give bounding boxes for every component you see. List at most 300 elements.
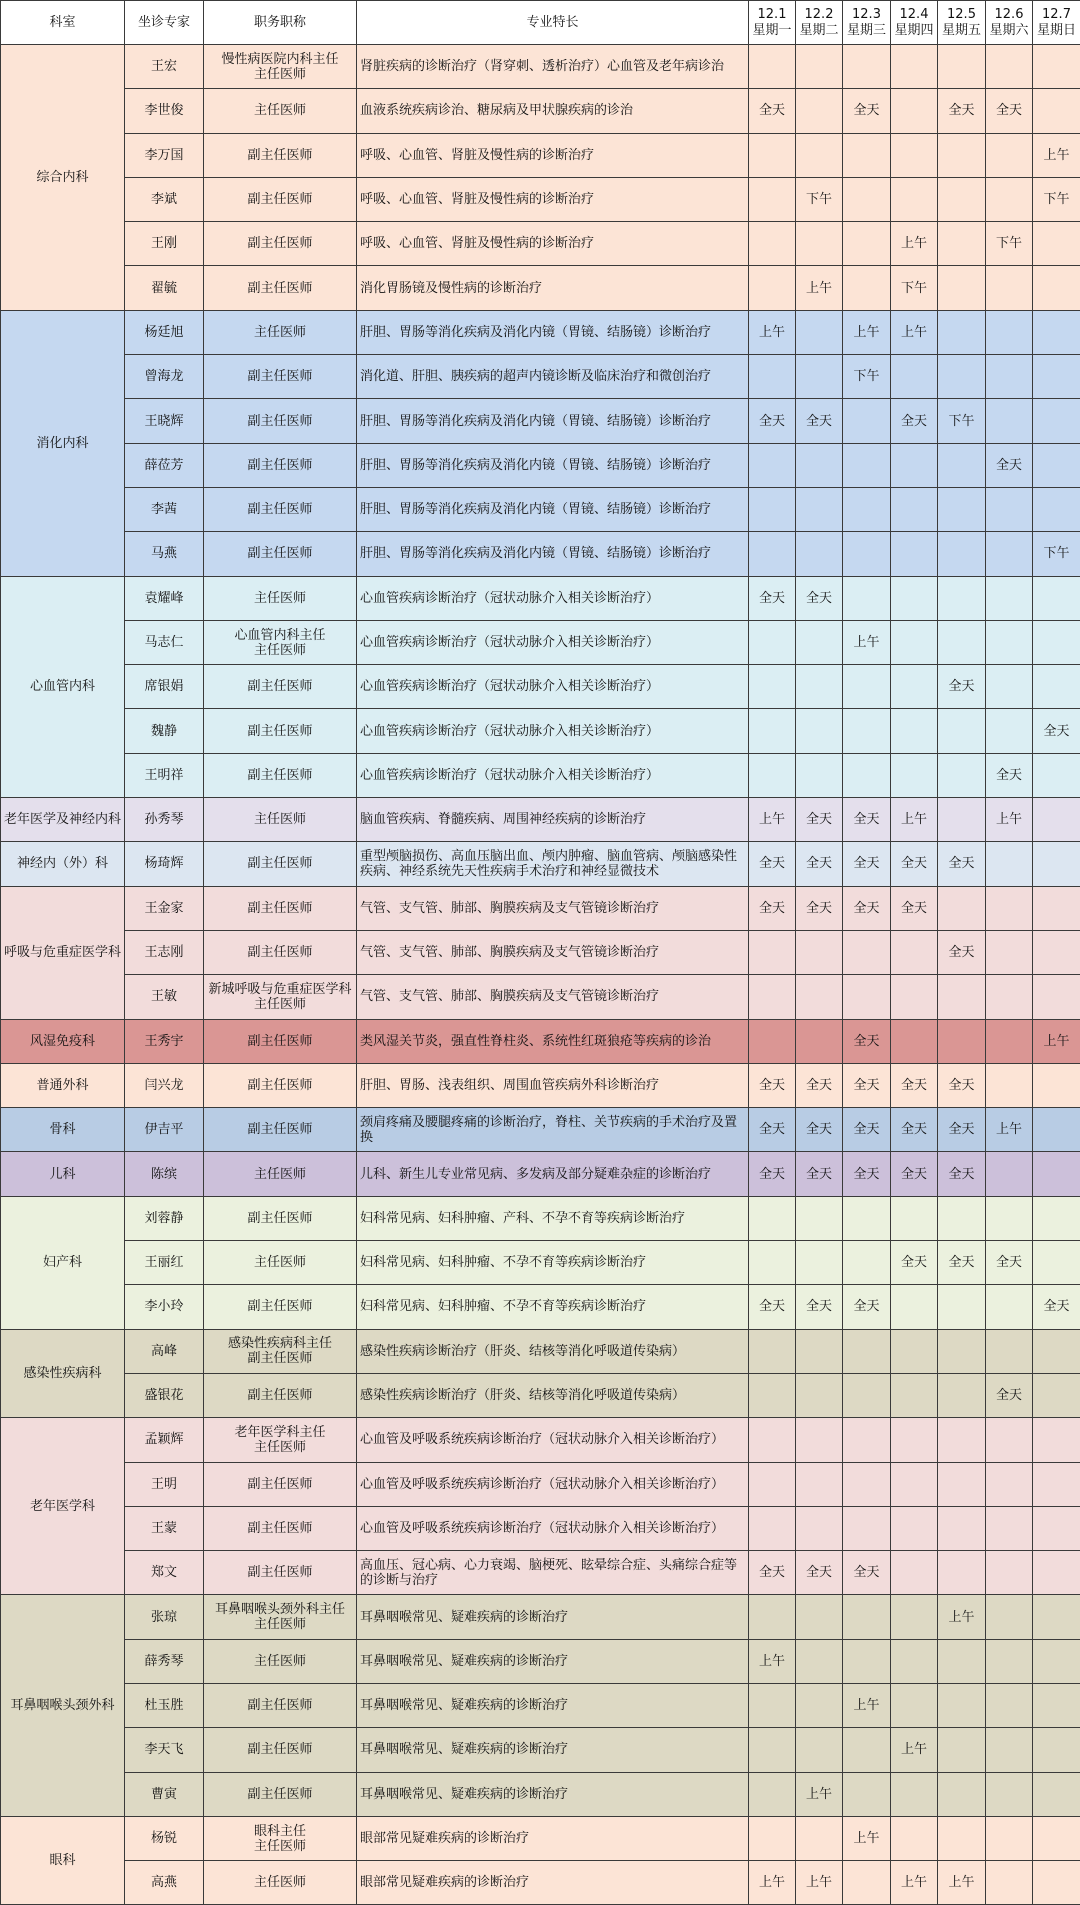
schedule-cell-day-2: 全天 [796, 1063, 843, 1107]
expert-name-cell: 王明 [125, 1462, 204, 1506]
schedule-cell-day-2 [796, 665, 843, 709]
expert-title-cell [204, 1418, 357, 1462]
expert-title-cell [204, 443, 357, 487]
schedule-cell-day-3 [843, 1418, 891, 1462]
table-row [1, 1152, 1080, 1196]
expert-title-cell [204, 886, 357, 930]
schedule-cell-day-6 [986, 399, 1033, 443]
schedule-cell-day-1 [749, 1683, 796, 1727]
title-line: 新城呼吸与危重症医学科 [208, 981, 352, 997]
schedule-cell-day-4: 上午 [891, 222, 938, 266]
day-weekday: 星期五 [941, 22, 981, 38]
table-row [1, 1108, 1080, 1152]
schedule-cell-day-3 [843, 753, 891, 797]
schedule-cell-day-2: 全天 [796, 399, 843, 443]
schedule-cell-day-3 [843, 1506, 891, 1550]
header-day-5 [938, 1, 986, 45]
specialty-cell: 感染性疾病诊断治疗（肝炎、结核等消化呼吸道传染病） [357, 1329, 749, 1373]
title-line: 副主任医师 [247, 546, 313, 562]
schedule-cell-day-5: 上午 [938, 1595, 986, 1639]
table-row [1, 266, 1080, 310]
table-row [1, 443, 1080, 487]
day-date: 12.3 [852, 6, 881, 22]
schedule-cell-day-5 [938, 753, 986, 797]
schedule-cell-day-3 [843, 399, 891, 443]
schedule-cell-day-4 [891, 576, 938, 620]
title-line: 副主任医师 [247, 679, 313, 695]
dept-name-cell: 普通外科 [1, 1063, 125, 1107]
specialty-cell: 气管、支气管、肺部、胸膜疾病及支气管镜诊断治疗 [357, 886, 749, 930]
specialty-cell: 肝胆、胃肠等消化疾病及消化内镜（胃镜、结肠镜）诊断治疗 [357, 443, 749, 487]
schedule-cell-day-6 [986, 355, 1033, 399]
expert-title-cell [204, 1152, 357, 1196]
specialty-cell: 血液系统疾病诊治、糖尿病及甲状腺疾病的诊治 [357, 89, 749, 133]
schedule-cell-day-6 [986, 310, 1033, 354]
dept-name-cell: 风湿免疫科 [1, 1019, 125, 1063]
schedule-cell-day-1 [749, 45, 796, 89]
schedule-cell-day-1 [749, 355, 796, 399]
day-date: 12.4 [899, 6, 929, 22]
header-day-7 [1033, 1, 1080, 45]
schedule-cell-day-6 [986, 842, 1033, 886]
schedule-cell-day-7 [1033, 487, 1080, 531]
expert-name-cell: 王秀宇 [125, 1019, 204, 1063]
schedule-cell-day-5 [938, 886, 986, 930]
schedule-cell-day-6 [986, 1462, 1033, 1506]
schedule-cell-day-3 [843, 177, 891, 221]
schedule-cell-day-4 [891, 532, 938, 576]
schedule-cell-day-5 [938, 45, 986, 89]
expert-name-cell: 陈缤 [125, 1152, 204, 1196]
schedule-cell-day-2 [796, 1373, 843, 1417]
expert-name-cell: 李天飞 [125, 1728, 204, 1772]
dept-name-cell: 感染性疾病科 [1, 1329, 125, 1418]
schedule-cell-day-7 [1033, 576, 1080, 620]
schedule-cell-day-6 [986, 1152, 1033, 1196]
schedule-cell-day-3 [843, 222, 891, 266]
schedule-cell-day-6 [986, 1506, 1033, 1550]
specialty-cell: 耳鼻咽喉常见、疑难疾病的诊断治疗 [357, 1595, 749, 1639]
schedule-cell-day-6 [986, 886, 1033, 930]
schedule-cell-day-6 [986, 665, 1033, 709]
schedule-cell-day-2 [796, 133, 843, 177]
specialty-cell: 耳鼻咽喉常见、疑难疾病的诊断治疗 [357, 1728, 749, 1772]
schedule-cell-day-1 [749, 1506, 796, 1550]
title-line: 副主任医师 [247, 1210, 313, 1226]
schedule-cell-day-1: 全天 [749, 1108, 796, 1152]
schedule-cell-day-6 [986, 532, 1033, 576]
schedule-cell-day-4: 下午 [891, 266, 938, 310]
schedule-cell-day-5 [938, 1462, 986, 1506]
table-row [1, 1639, 1080, 1683]
table-row [1, 1462, 1080, 1506]
schedule-cell-day-4 [891, 1772, 938, 1816]
schedule-cell-day-1: 全天 [749, 886, 796, 930]
schedule-cell-day-4 [891, 1683, 938, 1727]
header-day-4 [891, 1, 938, 45]
table-row [1, 798, 1080, 842]
title-line: 副主任医师 [247, 1476, 313, 1492]
expert-title-cell [204, 89, 357, 133]
schedule-cell-day-3 [843, 133, 891, 177]
schedule-cell-day-2: 全天 [796, 1285, 843, 1329]
title-line: 耳鼻咽喉头颈外科主任 [214, 1602, 345, 1618]
schedule-cell-day-7 [1033, 842, 1080, 886]
schedule-cell-day-6 [986, 1861, 1033, 1905]
schedule-cell-day-3: 全天 [843, 1551, 891, 1595]
schedule-cell-day-5: 全天 [938, 930, 986, 974]
specialty-cell: 心血管疾病诊断治疗（冠状动脉介入相关诊断治疗） [357, 620, 749, 664]
schedule-cell-day-7 [1033, 1373, 1080, 1417]
schedule-cell-day-4 [891, 133, 938, 177]
schedule-cell-day-5 [938, 1772, 986, 1816]
title-line: 副主任医师 [247, 945, 313, 961]
expert-name-cell: 薛莅芳 [125, 443, 204, 487]
header-day-3 [843, 1, 891, 45]
expert-name-cell: 薛秀琴 [125, 1639, 204, 1683]
expert-title-cell [204, 1373, 357, 1417]
dept-name-cell: 眼科 [1, 1816, 125, 1905]
expert-name-cell: 杨廷旭 [125, 310, 204, 354]
expert-name-cell: 盛银花 [125, 1373, 204, 1417]
specialty-cell: 消化胃肠镜及慢性病的诊断治疗 [357, 266, 749, 310]
expert-title-cell [204, 798, 357, 842]
expert-name-cell: 王志刚 [125, 930, 204, 974]
expert-title-cell [204, 1063, 357, 1107]
schedule-cell-day-1: 全天 [749, 1285, 796, 1329]
schedule-cell-day-6 [986, 1196, 1033, 1240]
expert-title-cell [204, 1241, 357, 1285]
schedule-cell-day-7: 下午 [1033, 532, 1080, 576]
schedule-cell-day-2 [796, 532, 843, 576]
schedule-cell-day-4 [891, 443, 938, 487]
schedule-cell-day-4 [891, 487, 938, 531]
specialty-cell: 颈肩疼痛及腰腿疼痛的诊断治疗，脊柱、关节疾病的手术治疗及置换 [357, 1108, 749, 1152]
expert-title-cell [204, 45, 357, 89]
schedule-cell-day-7 [1033, 1639, 1080, 1683]
schedule-cell-day-4: 全天 [891, 842, 938, 886]
schedule-cell-day-7: 上午 [1033, 1019, 1080, 1063]
schedule-cell-day-2: 全天 [796, 842, 843, 886]
dept-name-cell: 耳鼻咽喉头颈外科 [1, 1595, 125, 1816]
title-line: 副主任医师 [247, 856, 313, 872]
schedule-cell-day-5 [938, 222, 986, 266]
schedule-cell-day-4: 上午 [891, 798, 938, 842]
schedule-cell-day-5 [938, 576, 986, 620]
schedule-cell-day-2 [796, 443, 843, 487]
title-line: 副主任医师 [247, 1520, 313, 1536]
specialty-cell: 耳鼻咽喉常见、疑难疾病的诊断治疗 [357, 1772, 749, 1816]
schedule-cell-day-2: 上午 [796, 1772, 843, 1816]
table-row [1, 576, 1080, 620]
schedule-cell-day-7 [1033, 89, 1080, 133]
schedule-cell-day-7 [1033, 753, 1080, 797]
specialty-cell: 眼部常见疑难疾病的诊断治疗 [357, 1816, 749, 1860]
title-line: 副主任医师 [247, 1299, 313, 1315]
title-line: 副主任医师 [247, 1351, 313, 1367]
schedule-cell-day-1 [749, 222, 796, 266]
expert-title-cell [204, 1728, 357, 1772]
schedule-cell-day-5: 上午 [938, 1861, 986, 1905]
schedule-cell-day-1 [749, 1728, 796, 1772]
schedule-cell-day-3 [843, 975, 891, 1019]
expert-name-cell: 马志仁 [125, 620, 204, 664]
schedule-cell-day-7 [1033, 222, 1080, 266]
title-line: 副主任医师 [247, 192, 313, 208]
schedule-cell-day-7 [1033, 1196, 1080, 1240]
table-row [1, 709, 1080, 753]
title-line: 副主任医师 [247, 280, 313, 296]
specialty-cell: 心血管疾病诊断治疗（冠状动脉介入相关诊断治疗） [357, 576, 749, 620]
expert-name-cell: 杨锐 [125, 1816, 204, 1860]
schedule-cell-day-2: 上午 [796, 266, 843, 310]
schedule-cell-day-6 [986, 975, 1033, 1019]
schedule-cell-day-2 [796, 1241, 843, 1285]
schedule-cell-day-4: 全天 [891, 399, 938, 443]
schedule-cell-day-3: 全天 [843, 842, 891, 886]
expert-title-cell [204, 576, 357, 620]
schedule-cell-day-3: 全天 [843, 1285, 891, 1329]
schedule-cell-day-6 [986, 620, 1033, 664]
schedule-cell-day-4 [891, 1285, 938, 1329]
schedule-cell-day-6 [986, 709, 1033, 753]
dept-name-cell: 老年医学科 [1, 1418, 125, 1595]
schedule-cell-day-6 [986, 1063, 1033, 1107]
schedule-cell-day-3 [843, 1241, 891, 1285]
schedule-cell-day-4 [891, 1595, 938, 1639]
schedule-cell-day-3 [843, 1373, 891, 1417]
title-line: 副主任医师 [247, 767, 313, 783]
schedule-cell-day-5 [938, 1196, 986, 1240]
schedule-cell-day-3: 全天 [843, 1019, 891, 1063]
schedule-cell-day-3: 上午 [843, 1683, 891, 1727]
schedule-cell-day-2 [796, 620, 843, 664]
schedule-cell-day-7 [1033, 310, 1080, 354]
expert-name-cell: 王蒙 [125, 1506, 204, 1550]
schedule-cell-day-7 [1033, 665, 1080, 709]
schedule-cell-day-4 [891, 665, 938, 709]
schedule-cell-day-1 [749, 443, 796, 487]
specialty-cell: 心血管疾病诊断治疗（冠状动脉介入相关诊断治疗） [357, 665, 749, 709]
schedule-cell-day-1 [749, 1816, 796, 1860]
expert-title-cell [204, 620, 357, 664]
schedule-cell-day-2 [796, 1816, 843, 1860]
dept-name-cell: 骨科 [1, 1108, 125, 1152]
table-row [1, 1506, 1080, 1550]
table-row [1, 1329, 1080, 1373]
title-line: 副主任医师 [247, 1388, 313, 1404]
schedule-cell-day-6 [986, 1683, 1033, 1727]
expert-title-cell [204, 1108, 357, 1152]
expert-title-cell [204, 975, 357, 1019]
schedule-cell-day-2 [796, 709, 843, 753]
schedule-cell-day-1: 全天 [749, 1063, 796, 1107]
table-row [1, 620, 1080, 664]
table-row [1, 1595, 1080, 1639]
title-line: 副主任医师 [247, 413, 313, 429]
day-date: 12.6 [994, 6, 1024, 22]
schedule-cell-day-7 [1033, 1506, 1080, 1550]
schedule-cell-day-3: 全天 [843, 1108, 891, 1152]
schedule-cell-day-4 [891, 1462, 938, 1506]
schedule-cell-day-7 [1033, 886, 1080, 930]
schedule-cell-day-3: 全天 [843, 1063, 891, 1107]
schedule-cell-day-7 [1033, 1551, 1080, 1595]
schedule-cell-day-3 [843, 443, 891, 487]
table-row [1, 1772, 1080, 1816]
title-line: 副主任医师 [247, 1033, 313, 1049]
table-row [1, 665, 1080, 709]
schedule-cell-day-2: 全天 [796, 1551, 843, 1595]
specialty-cell: 妇科常见病、妇科肿瘤、不孕不育等疾病诊断治疗 [357, 1241, 749, 1285]
title-line: 主任医师 [253, 1653, 306, 1669]
schedule-cell-day-2 [796, 1462, 843, 1506]
schedule-cell-day-4 [891, 1506, 938, 1550]
table-row [1, 1196, 1080, 1240]
title-line: 副主任医师 [247, 1122, 313, 1138]
specialty-cell: 消化道、肝胆、胰疾病的超声内镜诊断及临床治疗和微创治疗 [357, 355, 749, 399]
schedule-cell-day-6 [986, 45, 1033, 89]
table-row [1, 975, 1080, 1019]
schedule-cell-day-3 [843, 576, 891, 620]
schedule-cell-day-4 [891, 1639, 938, 1683]
schedule-cell-day-3: 上午 [843, 620, 891, 664]
table-row [1, 1241, 1080, 1285]
schedule-cell-day-2: 下午 [796, 177, 843, 221]
schedule-cell-day-2 [796, 930, 843, 974]
schedule-cell-day-2: 全天 [796, 1152, 843, 1196]
schedule-cell-day-7 [1033, 1063, 1080, 1107]
header-row [1, 1, 1080, 45]
schedule-cell-day-2 [796, 1196, 843, 1240]
schedule-cell-day-5 [938, 709, 986, 753]
schedule-cell-day-1: 上午 [749, 798, 796, 842]
schedule-cell-day-6: 全天 [986, 443, 1033, 487]
expert-title-cell [204, 487, 357, 531]
expert-title-cell [204, 930, 357, 974]
header-dept: 科室 [1, 1, 125, 45]
specialty-cell: 心血管疾病诊断治疗（冠状动脉介入相关诊断治疗） [357, 709, 749, 753]
schedule-cell-day-3 [843, 665, 891, 709]
schedule-cell-day-1 [749, 1329, 796, 1373]
schedule-cell-day-4 [891, 753, 938, 797]
expert-title-cell [204, 1639, 357, 1683]
title-line: 主任医师 [253, 324, 306, 340]
schedule-cell-day-7: 上午 [1033, 133, 1080, 177]
expert-name-cell: 曹寅 [125, 1772, 204, 1816]
schedule-cell-day-6: 全天 [986, 753, 1033, 797]
schedule-cell-day-1 [749, 266, 796, 310]
schedule-cell-day-1 [749, 930, 796, 974]
schedule-cell-day-6 [986, 177, 1033, 221]
title-line: 副主任医师 [247, 502, 313, 518]
expert-title-cell [204, 1285, 357, 1329]
schedule-cell-day-7 [1033, 45, 1080, 89]
schedule-cell-day-6 [986, 1551, 1033, 1595]
schedule-cell-day-7 [1033, 1462, 1080, 1506]
title-line: 副主任医师 [247, 369, 313, 385]
schedule-cell-day-1 [749, 133, 796, 177]
expert-name-cell: 李茜 [125, 487, 204, 531]
table-row [1, 487, 1080, 531]
schedule-cell-day-5 [938, 1373, 986, 1417]
schedule-cell-day-4 [891, 177, 938, 221]
expert-title-cell [204, 399, 357, 443]
title-line: 主任医师 [253, 103, 306, 119]
schedule-cell-day-5 [938, 620, 986, 664]
schedule-cell-day-2 [796, 1683, 843, 1727]
table-row [1, 1418, 1080, 1462]
title-line: 副主任医师 [247, 1077, 313, 1093]
table-row [1, 842, 1080, 886]
schedule-cell-day-6 [986, 1639, 1033, 1683]
schedule-cell-day-3 [843, 532, 891, 576]
schedule-cell-day-4 [891, 1329, 938, 1373]
schedule-cell-day-1 [749, 665, 796, 709]
schedule-cell-day-3: 全天 [843, 1152, 891, 1196]
schedule-cell-day-2 [796, 1595, 843, 1639]
schedule-cell-day-6 [986, 1772, 1033, 1816]
schedule-cell-day-7 [1033, 1241, 1080, 1285]
header-day-6 [986, 1, 1033, 45]
schedule-cell-day-1 [749, 487, 796, 531]
expert-title-cell [204, 1595, 357, 1639]
expert-name-cell: 翟毓 [125, 266, 204, 310]
expert-name-cell: 郑文 [125, 1551, 204, 1595]
specialty-cell: 气管、支气管、肺部、胸膜疾病及支气管镜诊断治疗 [357, 975, 749, 1019]
schedule-cell-day-6 [986, 266, 1033, 310]
schedule-cell-day-5 [938, 177, 986, 221]
specialty-cell: 心血管及呼吸系统疾病诊断治疗（冠状动脉介入相关诊断治疗） [357, 1462, 749, 1506]
schedule-cell-day-6: 全天 [986, 1241, 1033, 1285]
table-row [1, 1285, 1080, 1329]
schedule-cell-day-1 [749, 177, 796, 221]
schedule-cell-day-4: 全天 [891, 1152, 938, 1196]
schedule-cell-day-1 [749, 1462, 796, 1506]
specialty-cell: 气管、支气管、肺部、胸膜疾病及支气管镜诊断治疗 [357, 930, 749, 974]
specialty-cell: 高血压、冠心病、心力衰竭、脑梗死、眩晕综合症、头痛综合症等的诊断与治疗 [357, 1551, 749, 1595]
schedule-cell-day-7 [1033, 1683, 1080, 1727]
title-line: 主任医师 [253, 1439, 306, 1455]
specialty-cell: 肝胆、胃肠等消化疾病及消化内镜（胃镜、结肠镜）诊断治疗 [357, 532, 749, 576]
table-row [1, 1816, 1080, 1860]
day-weekday: 星期六 [989, 22, 1029, 38]
expert-name-cell: 王晓辉 [125, 399, 204, 443]
schedule-cell-day-6: 全天 [986, 89, 1033, 133]
schedule-cell-day-1 [749, 1196, 796, 1240]
schedule-cell-day-7 [1033, 1108, 1080, 1152]
expert-title-cell [204, 1462, 357, 1506]
expert-name-cell: 高峰 [125, 1329, 204, 1373]
schedule-cell-day-3 [843, 930, 891, 974]
schedule-cell-day-2 [796, 1418, 843, 1462]
day-weekday: 星期三 [846, 22, 886, 38]
schedule-cell-day-7 [1033, 399, 1080, 443]
schedule-cell-day-1: 上午 [749, 1639, 796, 1683]
title-line: 主任医师 [253, 1166, 306, 1182]
schedule-cell-day-7 [1033, 1728, 1080, 1772]
expert-name-cell: 伊吉平 [125, 1108, 204, 1152]
schedule-cell-day-6: 上午 [986, 798, 1033, 842]
title-line: 感染性疾病科主任 [227, 1336, 332, 1352]
schedule-body [1, 45, 1080, 1905]
expert-name-cell: 闫兴龙 [125, 1063, 204, 1107]
expert-title-cell [204, 1329, 357, 1373]
schedule-cell-day-3 [843, 1772, 891, 1816]
dept-name-cell: 儿科 [1, 1152, 125, 1196]
table-row [1, 310, 1080, 354]
schedule-cell-day-5 [938, 1639, 986, 1683]
